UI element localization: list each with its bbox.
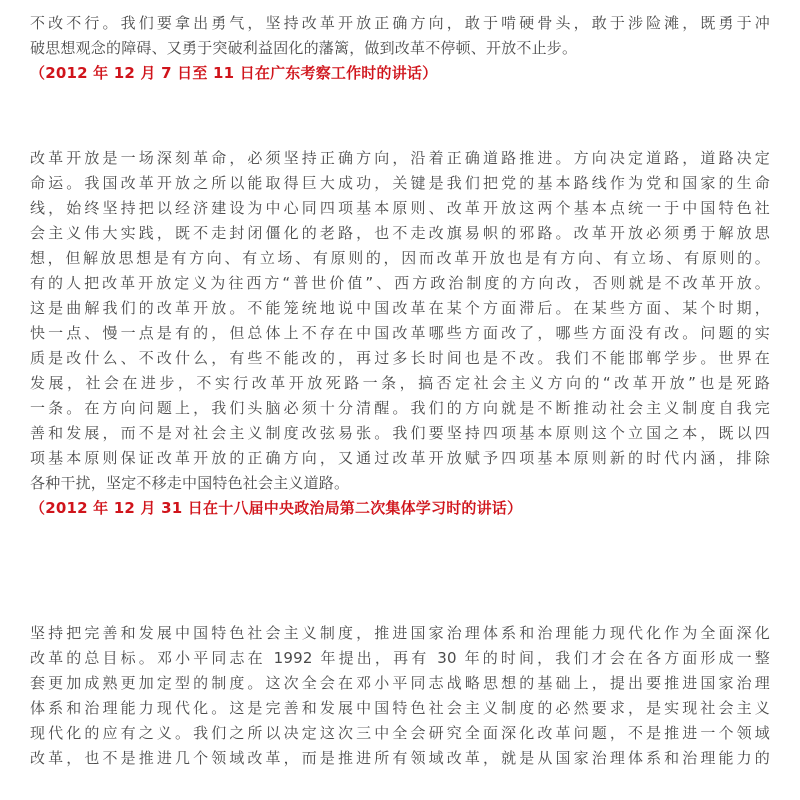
paragraph-line: 一条。在方向问题上，我们头脑必须十分清醒。我们的方向就是不断推动社会主义制度自我完: [30, 399, 770, 417]
paragraph-line: 会主义伟大实践，既不走封闭僵化的老路，也不走改旗易帜的邪路。改革开放必须勇于解放思: [30, 224, 770, 242]
paragraph-line: 质是改什么、不改什么，有些不能改的，再过多长时间也是不改。我们不能邯郸学步。世界在: [30, 349, 770, 367]
section-2: [30, 146, 770, 521]
paragraph-line: 命运。我国改革开放之所以能取得巨大成功，关键是我们把党的基本路线作为党和国家的生命: [30, 174, 770, 192]
paragraph-line: 有的人把改革开放定义为往西方“普世价值”、西方政治制度的方向改，否则就是不改革开放。: [30, 274, 770, 292]
paragraph-line: 套更加成熟更加定型的制度。这次全会在邓小平同志战略思想的基础上，提出要推进国家治理: [30, 674, 770, 692]
paragraph-line: 体系和治理能力现代化。这是完善和发展中国特色社会主义制度的必然要求，是实现社会主义: [30, 699, 770, 717]
section-1: [30, 0, 770, 86]
paragraph-line: 这是曲解我们的改革开放。不能笼统地说中国改革在某个方面滞后。在某些方面、某个时期，: [30, 299, 770, 317]
paragraph-line: 坚持把完善和发展中国特色社会主义制度，推进国家治理体系和治理能力现代化作为全面深化: [30, 624, 770, 642]
source-citation: （2012 年 12 月 7 日至 11 日在广东考察工作时的讲话）: [30, 64, 438, 82]
paragraph-line: 善和发展，而不是对社会主义制度改弦易张。我们要坚持四项基本原则这个立国之本，既以四: [30, 424, 770, 442]
paragraph-line: 线，始终坚持把以经济建设为中心同四项基本原则、改革开放这两个基本点统一于中国特色社: [30, 199, 770, 217]
paragraph-line: 想，但解放思想是有方向、有立场、有原则的，因而改革开放也是有方向、有立场、有原则的。: [30, 249, 770, 267]
paragraph-line: [30, 0, 770, 11]
paragraph-line: 破思想观念的障碍、又勇于突破利益固化的藩篱，做到改革不停顿、开放不止步。: [30, 39, 578, 57]
paragraph-line: 改革，也不是推进几个领域改革，而是推进所有领域改革，就是从国家治理体系和治理能力的: [30, 749, 770, 767]
paragraph-line: 不改不行。我们要拿出勇气，坚持改革开放正确方向，敢于啃硬骨头，敢于涉险滩，既勇于冲: [30, 14, 770, 32]
section-3: [30, 621, 770, 771]
source-citation: （2012 年 12 月 31 日在十八届中央政治局第二次集体学习时的讲话）: [30, 499, 523, 517]
paragraph-line: 改革开放是一场深刻革命，必须坚持正确方向，沿着正确道路推进。方向决定道路，道路决定: [30, 149, 770, 167]
paragraph-line: 现代化的应有之义。我们之所以决定这次三中全会研究全面深化改革问题，不是推进一个领域: [30, 724, 770, 742]
paragraph-line: 快一点、慢一点是有的，但总体上不存在中国改革哪些方面改了，哪些方面没有改。问题的实: [30, 324, 770, 342]
paragraph-line: 发展，社会在进步，不实行改革开放死路一条，搞否定社会主义方向的“改革开放”也是死路: [30, 374, 770, 392]
paragraph-line: 改革的总目标。邓小平同志在 1992 年提出，再有 30 年的时间，我们才会在各方面形成一整: [30, 649, 770, 667]
paragraph-line: 项基本原则保证改革开放的正确方向，又通过改革开放赋予四项基本原则新的时代内涵，排除: [30, 449, 770, 467]
paragraph-line: 各种干扰，坚定不移走中国特色社会主义道路。: [30, 474, 350, 492]
